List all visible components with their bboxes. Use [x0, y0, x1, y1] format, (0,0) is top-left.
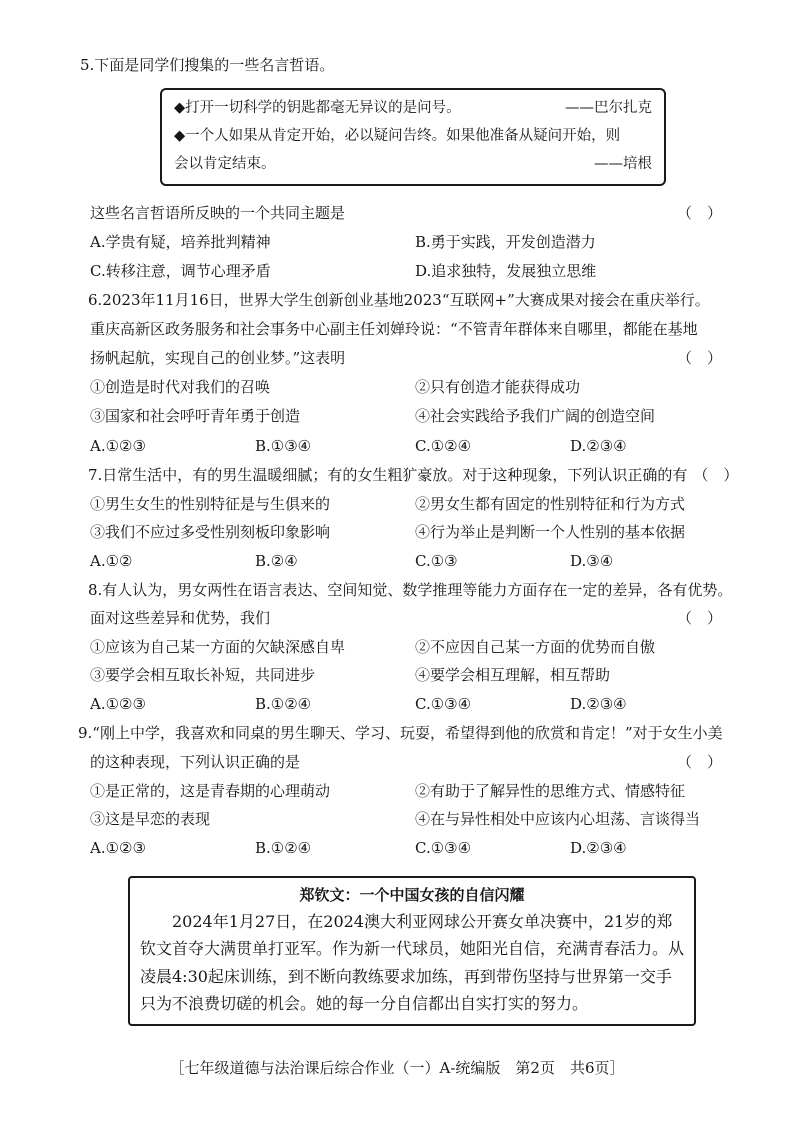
q5-quote-2-text-2: 会以肯定结束。 — [174, 156, 276, 172]
q5-option-a: A.学贵有疑，培养批判精神 — [90, 233, 271, 251]
q5-quote-2-line-2 — [174, 153, 652, 175]
q7-option-b: B.②④ — [255, 552, 298, 570]
q5-quote-2-author: ——培根 — [594, 156, 652, 172]
q6-stem-line-3: 扬帆起航，实现自己的创业梦。”这表明 — [90, 349, 346, 367]
q8-stem-line-1: 8.有人认为，男女两性在语言表达、空间知觉、数学推理等能力方面存在一定的差异，各有优势。 — [88, 581, 733, 599]
q6-stem-line-2: 重庆高新区政务服务和社会事务中心副主任刘婵玲说：“不管青年群体来自哪里，都能在基地 — [90, 320, 698, 338]
q7-option-c: C.①③ — [415, 552, 458, 570]
q7-statement-1: ①男生女生的性别特征是与生俱来的 — [90, 495, 331, 513]
q6-statement-4: ④社会实践给予我们广阔的创造空间 — [415, 407, 656, 425]
page-footer: ［七年级道德与法治课后综合作业（一）A-统编版 第2页 共6页］ — [169, 1059, 625, 1077]
reading-line-4: 只为不浪费切磋的机会。她的每一分自信都出自实打实的努力。 — [140, 994, 589, 1013]
q6-option-d: D.②③④ — [570, 437, 627, 455]
q7-statement-4: ④行为举止是判断一个人性别的基本依据 — [415, 523, 686, 541]
q8-stem-line-2-row — [90, 607, 722, 629]
q6-stem-line-3-row — [90, 347, 722, 369]
q8-option-a: A.①②③ — [90, 695, 146, 713]
q8-answer-bracket: （ ） — [676, 609, 722, 627]
q7-statement-2: ②男女生都有固定的性别特征和行为方式 — [415, 495, 686, 513]
q6-stem-line-1: 6.2023年11月16日，世界大学生创新创业基地2023“互联网+”大赛成果对接会在重庆举行。 — [88, 291, 710, 309]
q5-quote-1 — [174, 97, 652, 119]
q9-option-d: D.②③④ — [570, 839, 627, 857]
q9-option-c: C.①③④ — [415, 839, 472, 857]
q5-option-d: D.追求独特，发展独立思维 — [415, 262, 597, 280]
q9-statement-1: ①是正常的，这是青春期的心理萌动 — [90, 782, 331, 800]
q6-option-a: A.①②③ — [90, 437, 146, 455]
q8-option-b: B.①②④ — [255, 695, 312, 713]
q9-stem-line-1: 9.“刚上中学，我喜欢和同桌的男生聊天、学习、玩耍，希望得到他的欣赏和肯定！”对于女生小美 — [78, 724, 723, 742]
q7-option-d: D.③④ — [570, 552, 614, 570]
q8-option-c: C.①③④ — [415, 695, 472, 713]
q7-statement-3: ③我们不应过多受性别刻板印象影响 — [90, 523, 331, 541]
q5-question-row — [90, 202, 722, 224]
q5-quote-2-text-1: ◆一个人如果从肯定开始，必以疑问告终。如果他准备从疑问开始，则 — [174, 128, 621, 144]
q5-answer-bracket: （ ） — [676, 204, 722, 222]
q8-stem-line-2: 面对这些差异和优势，我们 — [90, 609, 271, 627]
q6-statement-2: ②只有创造才能获得成功 — [415, 378, 581, 396]
q9-option-b: B.①②④ — [255, 839, 312, 857]
q7-answer-bracket: （ ） — [693, 466, 739, 484]
reading-line-3: 凌晨4:30起床训练，到不断向教练要求加练，再到带伤坚持与世界第一交手 — [140, 967, 672, 986]
q8-statement-2: ②不应因自己某一方面的优势而自傲 — [415, 638, 656, 656]
reading-line-1: 2024年1月27日，在2024澳大利亚网球公开赛女单决赛中，21岁的郑 — [172, 912, 673, 931]
q7-stem-line-1: 7.日常生活中，有的男生温暖细腻；有的女生粗犷豪放。对于这种现象，下列认识正确的有 — [88, 466, 688, 484]
q5-quote-1-text: ◆打开一切科学的钥匙都毫无异议的是问号。 — [174, 100, 461, 116]
q6-option-b: B.①③④ — [255, 437, 312, 455]
q9-stem-line-2-row — [90, 751, 722, 773]
q9-statement-3: ③这是早恋的表现 — [90, 810, 211, 828]
q9-statement-2: ②有助于了解异性的思维方式、情感特征 — [415, 782, 686, 800]
q5-option-c: C.转移注意，调节心理矛盾 — [90, 262, 271, 280]
q7-stem-row — [88, 464, 739, 486]
reading-material-box — [128, 876, 696, 1026]
q6-answer-bracket: （ ） — [676, 349, 722, 367]
q6-statement-3: ③国家和社会呼吁青年勇于创造 — [90, 407, 301, 425]
q8-statement-4: ④要学会相互理解，相互帮助 — [415, 666, 611, 684]
reading-title: 郑钦文：一个中国女孩的自信闪耀 — [299, 886, 525, 904]
q7-option-a: A.①② — [90, 552, 133, 570]
q5-quote-2-line-1 — [174, 125, 652, 147]
q9-option-a: A.①②③ — [90, 839, 146, 857]
q8-statement-1: ①应该为自己某一方面的欠缺深感自卑 — [90, 638, 346, 656]
q6-statement-1: ①创造是时代对我们的召唤 — [90, 378, 271, 396]
q5-quote-box — [160, 88, 666, 186]
q5-option-b: B.勇于实践，开发创造潜力 — [415, 233, 596, 251]
q6-option-c: C.①②④ — [415, 437, 472, 455]
q9-answer-bracket: （ ） — [676, 753, 722, 771]
q8-option-d: D.②③④ — [570, 695, 627, 713]
q5-quote-1-author: ——巴尔扎克 — [565, 100, 652, 116]
q9-stem-line-2: 的这种表现，下列认识正确的是 — [90, 753, 301, 771]
q9-statement-4: ④在与异性相处中应该内心坦荡、言谈得当 — [415, 810, 701, 828]
q5-question: 这些名言哲语所反映的一个共同主题是 — [90, 204, 346, 222]
q5-stem: 5.下面是同学们搜集的一些名言哲语。 — [80, 56, 335, 74]
q8-statement-3: ③要学会相互取长补短，共同进步 — [90, 666, 316, 684]
reading-line-2: 钦文首夺大满贯单打亚军。作为新一代球员，她阳光自信，充满青春活力。从 — [140, 939, 685, 958]
